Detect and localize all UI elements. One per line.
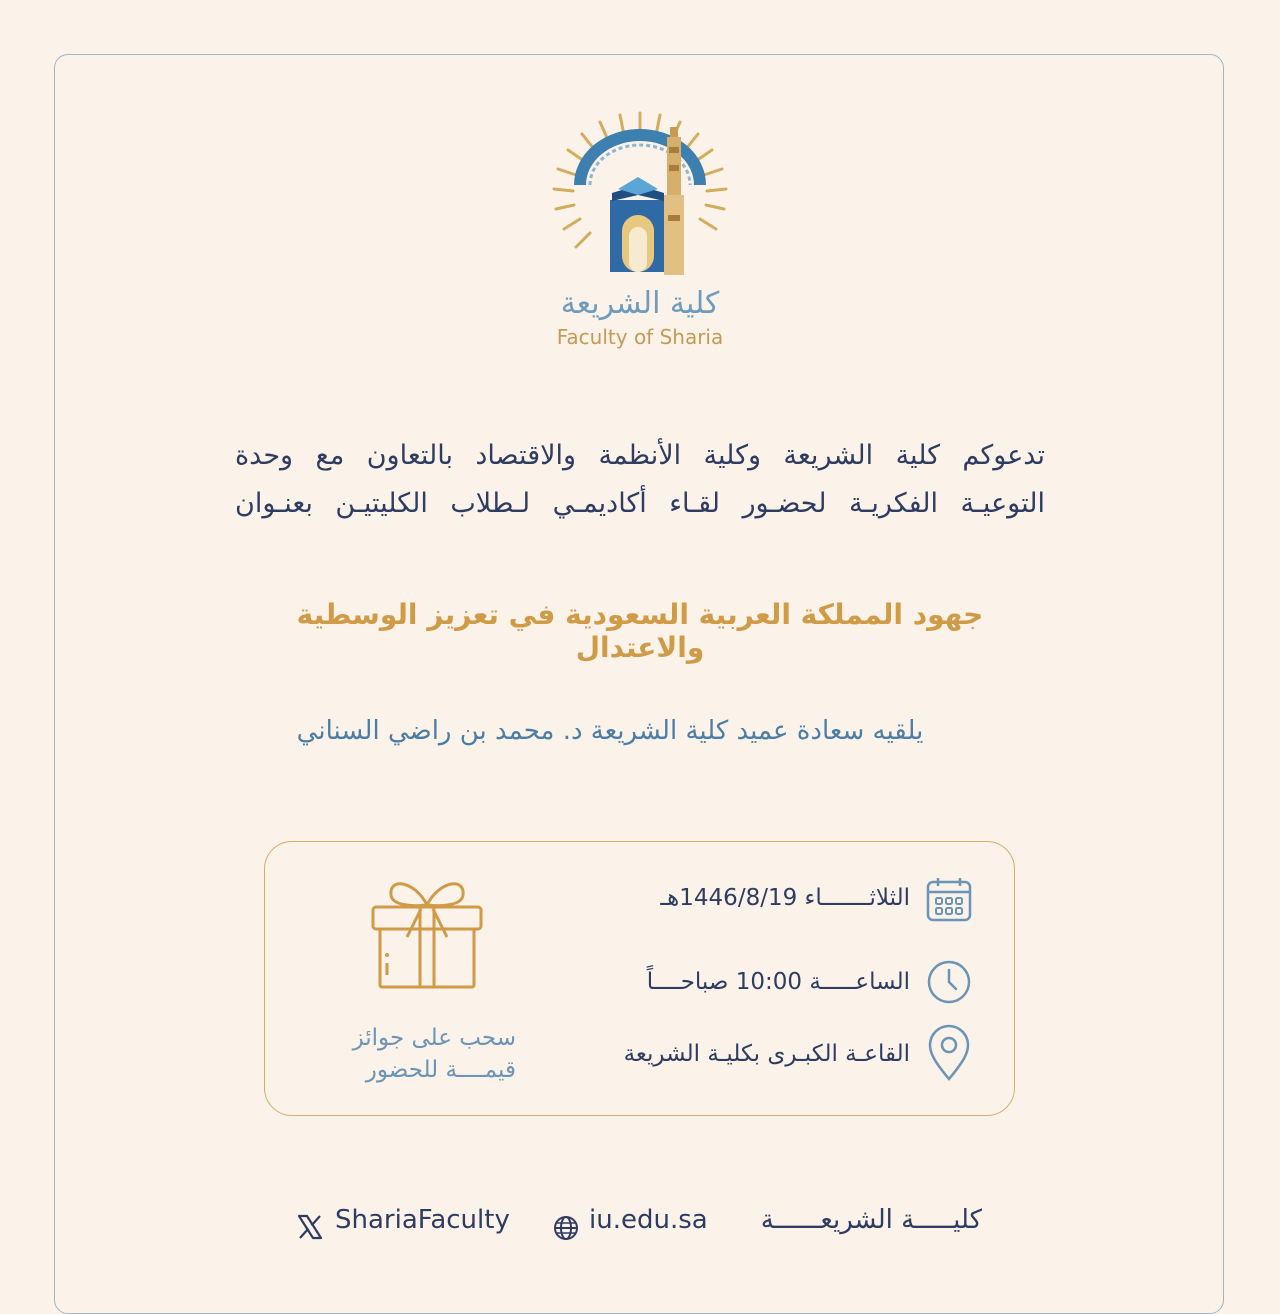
- invitation-line-1: تدعوكم كلية الشريعة وكلية الأنظمة والاقتصاد بالتعاون مع وحدة: [235, 440, 1045, 471]
- faculty-logo-emblem: [540, 105, 740, 290]
- logo-arabic-name: كلية الشريعة: [560, 286, 720, 321]
- invitation-text: [235, 432, 1045, 528]
- event-date: 1446/8/19هـ: [660, 885, 798, 911]
- prize-line-2: قيمــــة للحضور: [365, 1057, 516, 1083]
- event-time-suffix: صباحــــاً: [646, 969, 729, 995]
- website-link[interactable]: iu.edu.sa: [589, 1205, 708, 1235]
- event-time-label: الساعـــــة: [809, 969, 910, 995]
- event-location: القاعـة الكبـرى بكليـة الشريعة: [623, 1041, 910, 1067]
- twitter-handle[interactable]: ShariaFaculty: [335, 1205, 510, 1235]
- prize-line-1: سحب على جوائز: [352, 1025, 516, 1051]
- lecture-title: جهود المملكة العربية السعودية في تعزيز الوسطية والاعتدال: [296, 598, 984, 664]
- calendar-icon: [922, 873, 976, 927]
- footer-faculty-name: كليـــــة الشريعــــــة: [760, 1205, 982, 1235]
- event-time-row: [590, 969, 910, 995]
- presenter-line: يلقيه سعادة عميد كلية الشريعة د. محمد بن راضي السناني: [296, 716, 924, 746]
- gift-box-icon: [365, 875, 490, 995]
- invitation-line-2: التوعيـة الفكريـة لحضـور لقـاء أكاديمـي لـطلاب الكليتيـن بعنـوان: [235, 488, 1045, 519]
- prize-draw-text: [300, 1022, 516, 1086]
- globe-icon: [553, 1215, 579, 1241]
- event-day-label: الثلاثـــــــاء: [804, 885, 910, 911]
- logo-english-name: Faculty of Sharia: [556, 325, 724, 349]
- x-twitter-icon: [296, 1213, 324, 1241]
- clock-icon: [922, 955, 976, 1009]
- location-pin-icon: [922, 1023, 976, 1083]
- event-date-row: [590, 885, 910, 911]
- event-time: 10:00: [735, 969, 803, 995]
